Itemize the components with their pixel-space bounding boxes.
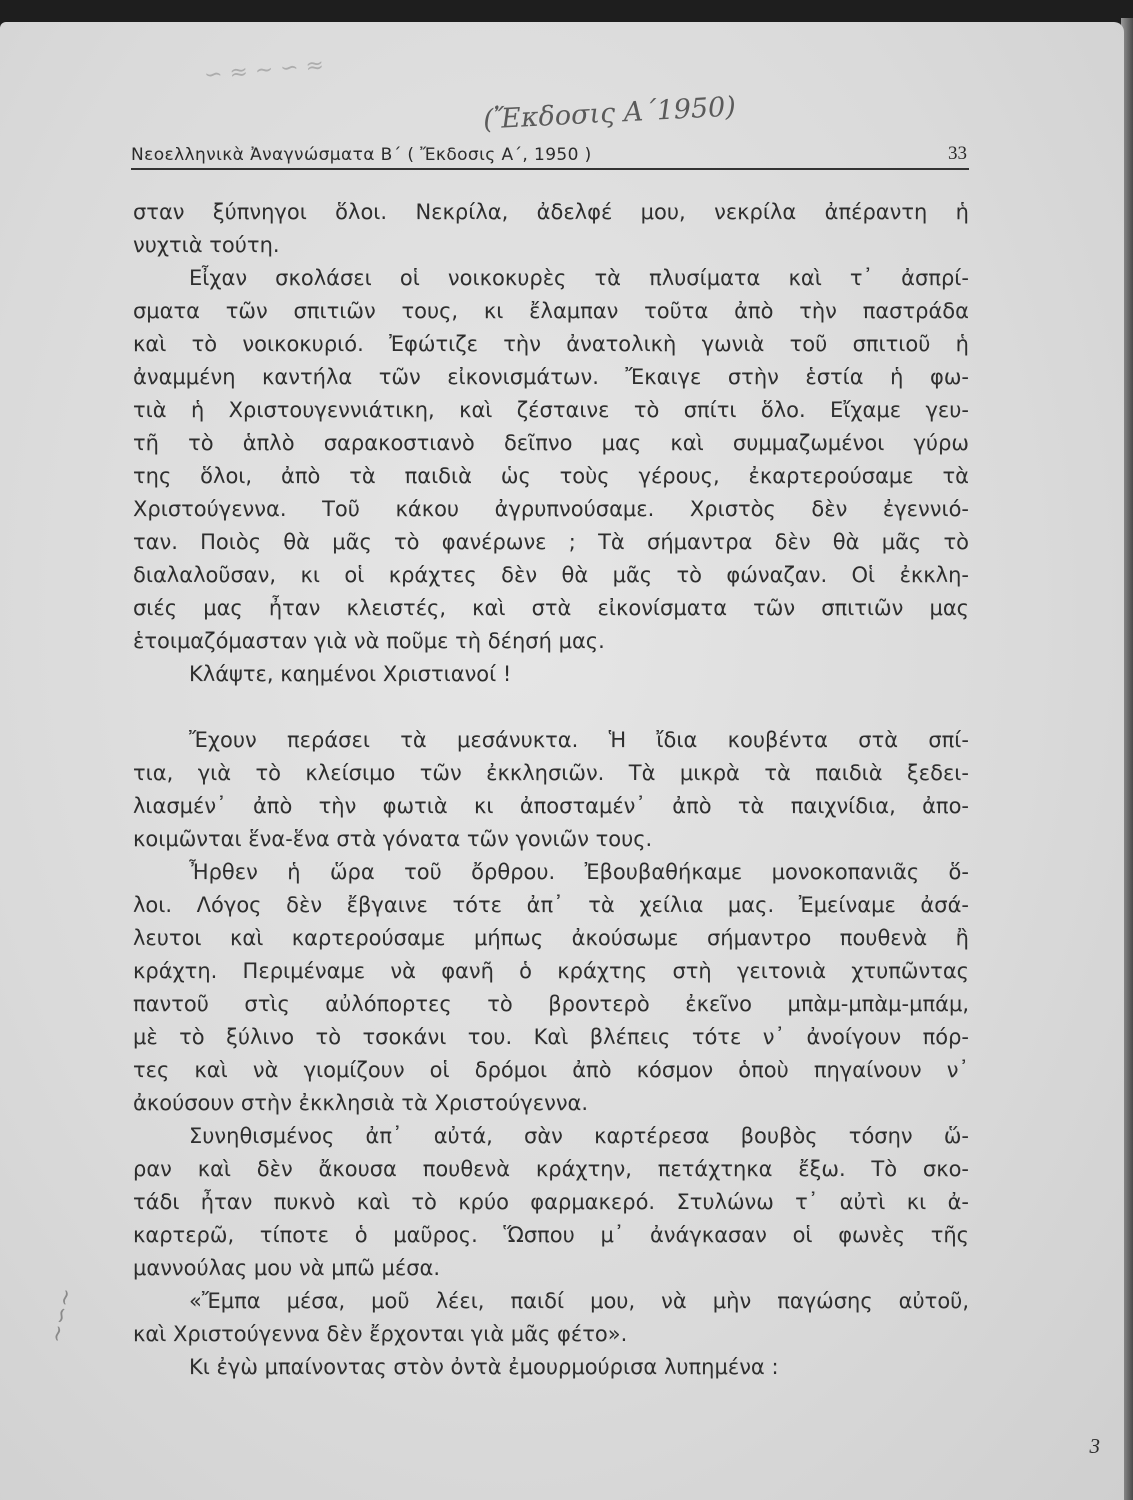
text-line: σταν ξύπνηγοι ὅλοι. Νεκρίλα, ἀδελφέ μου, νεκρίλα ἀπέραντη ἡ <box>133 200 969 224</box>
text-line: ἑτοιμαζόμασταν γιὰ νὰ ποῦμε τὴ δέησή μας. <box>133 629 605 653</box>
text-line: λευτοι καὶ καρτερούσαμε μήπως ἀκούσωμε σήμαντρο πουθενὰ ἢ <box>133 926 969 950</box>
text-line: ραν καὶ δὲν ἄκουσα πουθενὰ κράχτην, πετάχτηκα ἔξω. Τὸ σκο- <box>133 1157 969 1181</box>
text-block-1 <box>133 196 969 691</box>
text-line: κοιμῶνται ἕνα-ἕνα στὰ γόνατα τῶν γονιῶν τους. <box>133 827 653 851</box>
text-line: καρτερῶ, τίποτε ὁ μαῦρος. Ὥσπου μ᾽ ἀνάγκασαν οἱ φωνὲς τῆς <box>133 1223 969 1247</box>
running-title: Νεοελληνικὰ Ἀναγνώσματα Β΄ ( Ἔκδοσις Α΄, 1950 ) <box>131 145 592 165</box>
text-block-2 <box>133 724 969 1384</box>
faint-pencil-scribble: ∽ ≈ ∼ ∽ ≈ <box>203 52 326 89</box>
text-line: τιὰ ἡ Χριστουγεννιάτικη, καὶ ζέσταινε τὸ σπίτι ὅλο. Εἴχαμε γευ- <box>133 398 969 422</box>
book-page <box>0 22 1124 1500</box>
text-line: παντοῦ στὶς αὐλόπορτες τὸ βροντερὸ ἐκεῖνο μπὰμ-μπὰμ-μπάμ, <box>133 992 969 1016</box>
text-line: διαλαλοῦσαν, κι οἱ κράχτες δὲν θὰ μᾶς τὸ φώναζαν. Οἱ ἐκκλη- <box>133 563 969 587</box>
text-line: της ὅλοι, ἀπὸ τὰ παιδιὰ ὡς τοὺς γέρους, ἐκαρτερούσαμε τὰ <box>133 464 969 488</box>
text-line: ταν. Ποιὸς θὰ μᾶς τὸ φανέρωνε ; Τὰ σήμαντρα δὲν θὰ μᾶς τὸ <box>133 530 969 554</box>
text-line: Χριστούγεννα. Τοῦ κάκου ἀγρυπνούσαμε. Χριστὸς δὲν ἐγεννιό- <box>133 497 969 521</box>
text-line: σματα τῶν σπιτιῶν τους, κι ἔλαμπαν τοῦτα ἀπὸ τὴν παστράδα <box>133 299 969 323</box>
text-line: Συνηθισμένος ἀπ᾽ αὐτά, σὰν καρτέρεσα βουβὸς τόσην ὥ- <box>189 1124 969 1148</box>
text-line: ἀκούσουν στὴν ἐκκλησιὰ τὰ Χριστούγεννα. <box>133 1091 589 1115</box>
page-number: 33 <box>948 143 967 164</box>
text-line: Ἦρθεν ἡ ὥρα τοῦ ὄρθρου. Ἐβουβαθήκαμε μονοκοπανιᾶς ὅ- <box>189 860 969 884</box>
signature-mark: 3 <box>1089 1434 1100 1458</box>
text-line: μὲ τὸ ξύλινο τὸ τσοκάνι του. Καὶ βλέπεις τότε ν᾽ ἀνοίγουν πόρ- <box>133 1025 969 1049</box>
handwritten-edition-note <box>482 91 736 135</box>
text-line: κράχτη. Περιμέναμε νὰ φανῆ ὁ κράχτης στὴ γειτονιὰ χτυπῶντας <box>133 959 969 983</box>
text-line: σιές μας ἦταν κλειστές, καὶ στὰ εἰκονίσματα τῶν σπιτιῶν μας <box>133 596 969 620</box>
running-header <box>131 134 969 170</box>
text-line: Εἶχαν σκολάσει οἱ νοικοκυρὲς τὰ πλυσίματα καὶ τ᾽ ἀσπρί- <box>189 266 969 290</box>
text-line: τες καὶ νὰ γιομίζουν οἱ δρόμοι ἀπὸ κόσμον ὁποὺ πηγαίνουν ν᾽ <box>133 1058 969 1082</box>
text-line: Κλάψτε, καημένοι Χριστιανοί ! <box>189 662 512 686</box>
text-line: τῆ τὸ ἁπλὸ σαρακοστιανὸ δεῖπνο μας καὶ συμμαζωμένοι γύρω <box>133 431 969 455</box>
handwritten-edition-note-text: (Ἔκδοσις Α΄1950) <box>482 91 737 136</box>
text-line: καὶ τὸ νοικοκυριό. Ἐφώτιζε τὴν ἀνατολικὴ γωνιὰ τοῦ σπιτιοῦ ἡ <box>133 332 969 356</box>
text-line: μαννούλας μου νὰ μπῶ μέσα. <box>133 1256 441 1280</box>
text-line: τια, γιὰ τὸ κλείσιμο τῶν ἐκκλησιῶν. Τὰ μικρὰ τὰ παιδιὰ ξεδει- <box>133 761 969 785</box>
text-line: ἀναμμένη καντήλα τῶν εἰκονισμάτων. Ἔκαιγε στὴν ἑστία ἡ φω- <box>133 365 969 389</box>
text-line: καὶ Χριστούγεννα δὲν ἔρχονται γιὰ μᾶς φέτο». <box>133 1322 628 1346</box>
text-line: λοι. Λόγος δὲν ἔβγαινε τότε ἀπ᾽ τὰ χείλια μας. Ἐμείναμε ἀσά- <box>133 893 969 917</box>
text-line: τάδι ἦταν πυκνὸ καὶ τὸ κρύο φαρμακερό. Στυλώνω τ᾽ αὐτὶ κι ἀ- <box>133 1190 969 1214</box>
text-line: «Ἔμπα μέσα, μοῦ λέει, παιδί μου, νὰ μὴν παγώσης αὐτοῦ, <box>189 1289 969 1313</box>
margin-pencil-mark: ∼∽∼ <box>44 1285 80 1346</box>
text-line: λιασμέν᾽ ἀπὸ τὴν φωτιὰ κι ἀποσταμέν᾽ ἀπὸ τὰ παιχνίδια, ἀπο- <box>133 794 969 818</box>
text-line: Ἔχουν περάσει τὰ μεσάνυκτα. Ἡ ἴδια κουβέντα στὰ σπί- <box>189 728 969 752</box>
text-line: νυχτιὰ τούτη. <box>133 233 280 257</box>
text-line: Κι ἐγὼ μπαίνοντας στὸν ὀντὰ ἐμουρμούρισα λυπημένα : <box>189 1355 779 1379</box>
